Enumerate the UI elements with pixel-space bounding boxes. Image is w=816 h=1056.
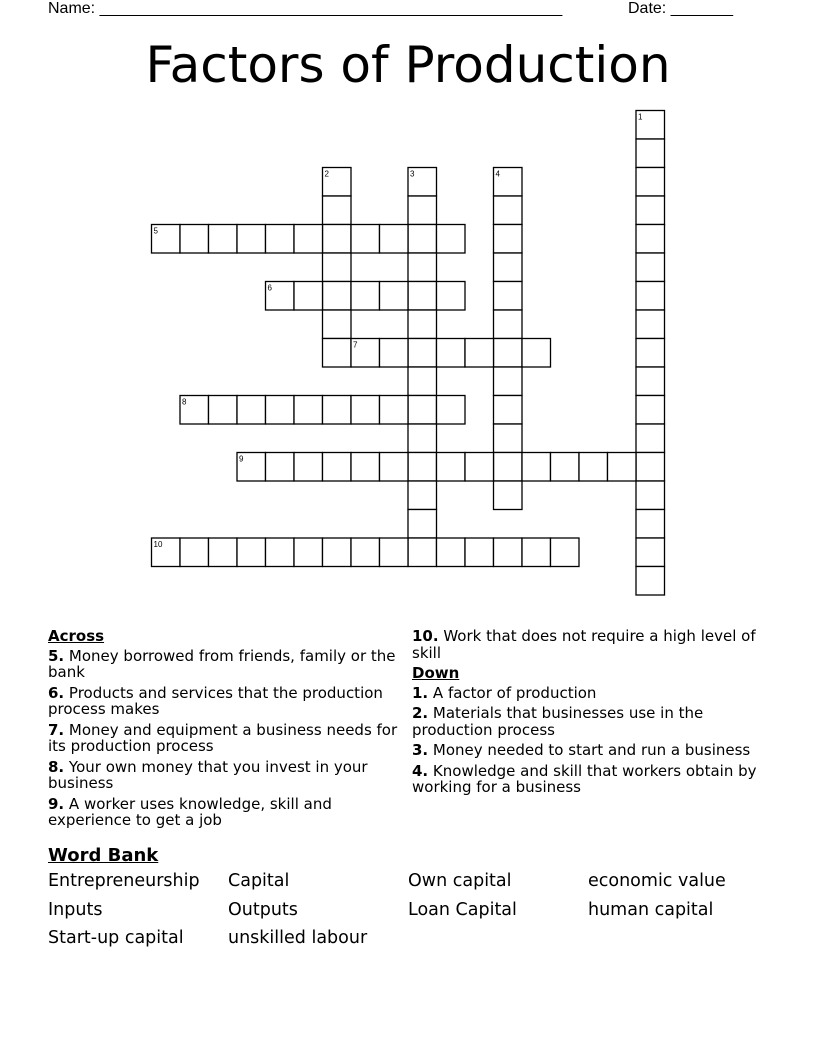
grid-cell[interactable] [323, 225, 352, 254]
grid-cell[interactable] [294, 225, 323, 254]
grid-cell[interactable] [323, 538, 352, 567]
grid-cell[interactable] [408, 196, 437, 225]
clue-text: Money and equipment a business needs for its production process [48, 720, 398, 755]
grid-cell[interactable] [294, 396, 323, 425]
grid-cell[interactable] [494, 453, 523, 482]
grid-cell[interactable] [351, 225, 380, 254]
grid-cell[interactable] [636, 481, 665, 510]
clue-number-label: 9 [239, 454, 244, 464]
clue-number: 10. [412, 627, 439, 645]
clue-number: 2. [412, 704, 429, 722]
clue-number: 3. [412, 741, 429, 759]
grid-cell[interactable] [437, 225, 466, 254]
clue-number: 9. [48, 794, 65, 813]
grid-cell[interactable] [437, 453, 466, 482]
grid-cell[interactable] [551, 453, 580, 482]
grid-cell[interactable] [636, 510, 665, 539]
grid-cell[interactable] [323, 282, 352, 311]
clue-number-label: 2 [324, 169, 329, 179]
grid-cell[interactable] [494, 196, 523, 225]
grid-cell[interactable] [579, 453, 608, 482]
grid-cell[interactable] [494, 396, 523, 425]
clue-number: 4. [412, 761, 429, 780]
word-bank-item: Own capital [408, 871, 512, 891]
grid-cell[interactable] [380, 282, 409, 311]
grid-cell[interactable] [380, 339, 409, 368]
word-bank-item: Entrepreneurship [48, 871, 200, 891]
grid-cell[interactable] [636, 538, 665, 567]
clue-number-label: 5 [153, 226, 158, 236]
grid-cell[interactable] [408, 310, 437, 339]
grid-cell[interactable] [351, 282, 380, 311]
clue-number: 6. [48, 683, 65, 702]
grid-cell[interactable] [180, 538, 209, 567]
grid-cell[interactable] [494, 339, 523, 368]
word-bank-item: Inputs [48, 899, 103, 920]
grid-cell[interactable] [266, 538, 295, 567]
clue-number-label: 8 [182, 397, 187, 407]
grid-cell[interactable] [608, 453, 637, 482]
grid-cell[interactable] [408, 424, 437, 453]
grid-cell[interactable] [636, 168, 665, 197]
grid-cell[interactable] [380, 396, 409, 425]
grid-cell[interactable] [209, 225, 238, 254]
word-bank-item: Loan Capital [408, 899, 517, 920]
grid-cell[interactable] [494, 424, 523, 453]
grid-cell[interactable] [494, 282, 523, 311]
grid-cell[interactable] [408, 339, 437, 368]
grid-cell[interactable] [494, 225, 523, 254]
grid-cell[interactable] [209, 538, 238, 567]
word-bank [48, 871, 768, 949]
grid-cell[interactable] [636, 253, 665, 282]
grid-cell[interactable] [636, 196, 665, 225]
clue-text: A worker uses knowledge, skill and experience to get a job [48, 794, 332, 829]
clue-number-label: 10 [153, 540, 163, 549]
grid-cell[interactable] [636, 282, 665, 311]
grid-cell[interactable] [408, 396, 437, 425]
clue-number: 1. [412, 683, 429, 702]
word-bank-item: Outputs [228, 899, 298, 920]
grid-cell[interactable] [237, 225, 266, 254]
grid-cell[interactable] [237, 538, 266, 567]
grid-cell[interactable] [636, 567, 665, 596]
word-bank-heading: Word Bank [48, 845, 159, 866]
clue-across-7 [48, 722, 398, 755]
grid-cell[interactable] [408, 282, 437, 311]
grid-cell[interactable] [180, 225, 209, 254]
clue-text: Your own money that you invest in your business [48, 757, 368, 792]
grid-cell[interactable] [494, 310, 523, 339]
clue-text: A factor of production [432, 683, 597, 702]
across-heading: Across [48, 627, 105, 645]
clue-number: 5. [48, 646, 65, 665]
page-title: Factors of Production [145, 36, 671, 94]
clues-right-column [412, 628, 762, 800]
grid-cell[interactable] [323, 253, 352, 282]
grid-cell[interactable] [494, 481, 523, 510]
clue-across-6 [48, 685, 398, 718]
grid-cell[interactable] [522, 339, 551, 368]
clue-number-label: 4 [495, 169, 500, 179]
grid-cell[interactable] [636, 396, 665, 425]
word-bank-item: economic value [588, 871, 726, 891]
grid-cell[interactable] [294, 282, 323, 311]
grid-cell[interactable] [494, 367, 523, 396]
clue-down-3 [412, 742, 762, 759]
clues-left-column [48, 628, 398, 833]
word-bank-item: Start-up capital [48, 928, 184, 948]
grid-cell[interactable] [323, 396, 352, 425]
grid-cell[interactable] [266, 396, 295, 425]
grid-cell[interactable] [323, 196, 352, 225]
clue-across-5 [48, 648, 398, 681]
clue-number: 8. [48, 757, 65, 776]
grid-cell[interactable] [266, 225, 295, 254]
word-bank-item: unskilled labour [228, 928, 368, 948]
grid-cell[interactable] [408, 453, 437, 482]
clue-number-label: 3 [410, 169, 415, 179]
grid-cell[interactable] [636, 339, 665, 368]
clue-text: Money needed to start and run a business [432, 741, 751, 759]
clue-number-label: 6 [267, 283, 272, 293]
clue-down-2 [412, 705, 762, 738]
grid-cell[interactable] [237, 396, 266, 425]
grid-cell[interactable] [380, 538, 409, 567]
clue-across-10 [412, 628, 762, 661]
grid-cell[interactable] [351, 538, 380, 567]
clue-across-8 [48, 759, 398, 792]
clue-text: Knowledge and skill that workers obtain by working for a business [412, 761, 757, 796]
grid-cell[interactable] [437, 396, 466, 425]
grid-cell[interactable] [465, 453, 494, 482]
grid-cell[interactable] [437, 339, 466, 368]
grid-cell[interactable] [522, 538, 551, 567]
grid-cell[interactable] [494, 253, 523, 282]
date-field-label: Date: _______ [628, 0, 733, 17]
grid-cell[interactable] [494, 538, 523, 567]
grid-cell[interactable] [636, 424, 665, 453]
grid-cell[interactable] [437, 282, 466, 311]
grid-cell[interactable] [522, 453, 551, 482]
down-heading: Down [412, 664, 460, 682]
grid-cell[interactable] [408, 367, 437, 396]
clue-number-label: 1 [638, 112, 643, 122]
grid-cell[interactable] [636, 310, 665, 339]
grid-cell[interactable] [408, 481, 437, 510]
grid-cell[interactable] [323, 453, 352, 482]
grid-cell[interactable] [636, 139, 665, 168]
grid-cell[interactable] [266, 453, 295, 482]
clue-number: 7. [48, 720, 65, 739]
clue-text: Money borrowed from friends, family or the bank [48, 646, 396, 681]
grid-cell[interactable] [351, 453, 380, 482]
clue-number-label: 7 [353, 340, 358, 350]
grid-cell[interactable] [323, 310, 352, 339]
grid-cell[interactable] [380, 453, 409, 482]
grid-cell[interactable] [294, 453, 323, 482]
grid-cell[interactable] [408, 510, 437, 539]
word-bank-item: Capital [228, 871, 290, 891]
grid-cell[interactable] [209, 396, 238, 425]
grid-cell[interactable] [551, 538, 580, 567]
clue-text: Materials that businesses use in the production process [412, 704, 704, 739]
grid-cell[interactable] [408, 253, 437, 282]
grid-cell[interactable] [636, 367, 665, 396]
grid-cell[interactable] [408, 538, 437, 567]
grid-cell[interactable] [380, 225, 409, 254]
grid-cell[interactable] [636, 225, 665, 254]
clue-down-1 [412, 685, 762, 702]
grid-cell[interactable] [294, 538, 323, 567]
clue-text: Products and services that the production process makes [48, 683, 383, 718]
grid-cell[interactable] [636, 453, 665, 482]
word-bank-item: human capital [588, 899, 714, 920]
clue-across-9 [48, 796, 398, 829]
name-field-label: Name: ____________________________________________________ [48, 0, 563, 17]
grid-cell[interactable] [465, 339, 494, 368]
grid-cell[interactable] [351, 396, 380, 425]
clue-text: Work that does not require a high level of skill [412, 627, 756, 662]
clue-down-4 [412, 763, 762, 796]
grid-cell[interactable] [408, 225, 437, 254]
grid-cell[interactable] [465, 538, 494, 567]
grid-cell[interactable] [437, 538, 466, 567]
grid-cell[interactable] [323, 339, 352, 368]
